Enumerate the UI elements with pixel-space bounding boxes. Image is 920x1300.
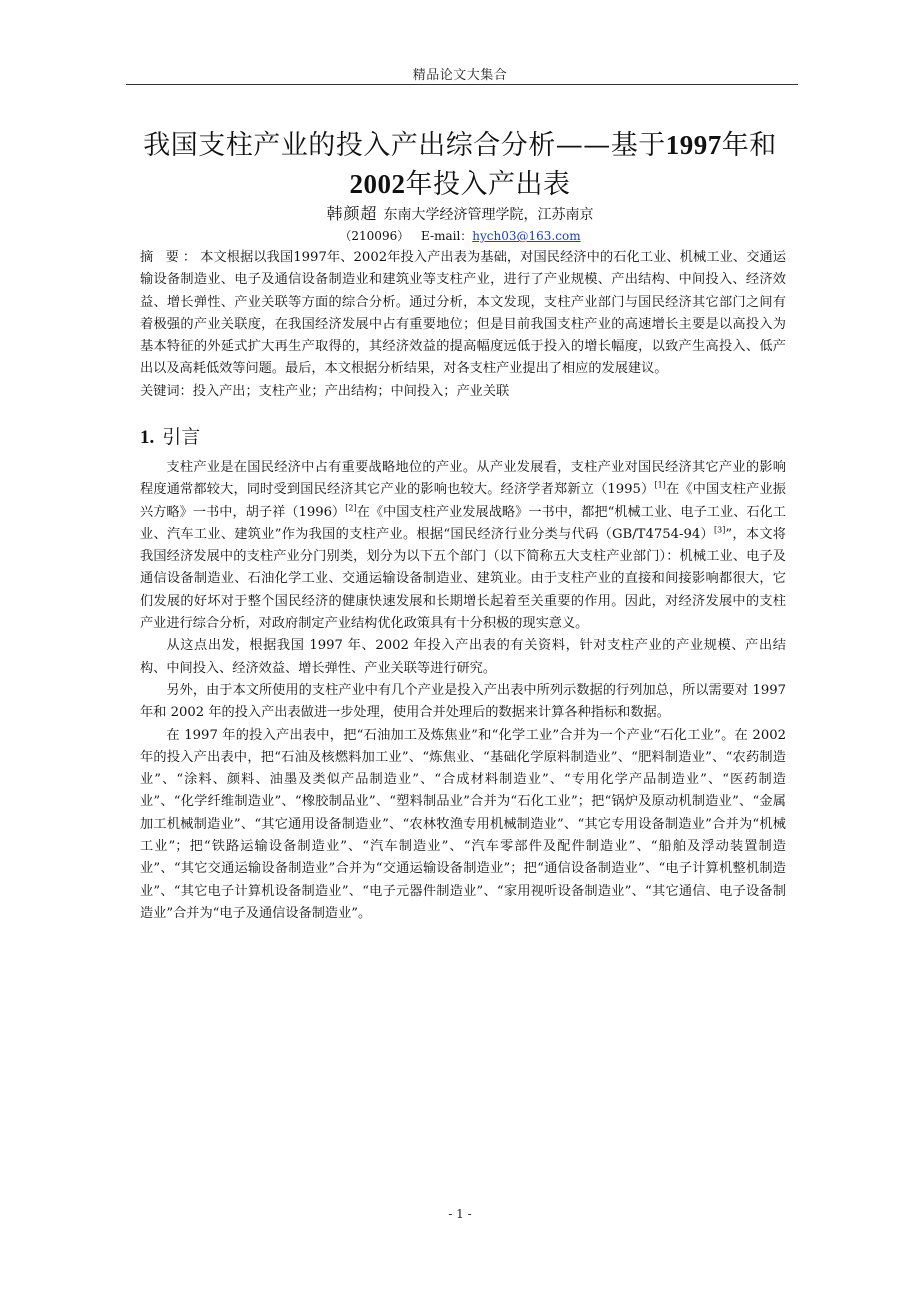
contact-line [0,228,920,244]
body-paragraph-2: 从这点出发，根据我国 1997 年、2002 年投入产出表的有关资料，针对支柱产业的产业规模、产出结构、中间投入、经济效益、增长弹性、产业关联等进行研究。 [140,638,786,676]
body-paragraph-1 [140,457,786,635]
body-paragraph-4: 在 1997 年的投入产出表中，把“石油加工及炼焦业”和“化学工业”合并为一个产业“石化工业”。在 2002 年的投入产出表中，把“石油及核燃料加工业”、“炼焦业、“基础化学原料制造业”、“肥料制造业”、“农药制造业”、“涂料、颜料、油墨及类似产品制造业”、“合成材料制造业”、“专用化学产品制造业”、“医药制造业”、“化学纤维制造业”、“橡胶制品业”、“塑料制品业”合并为“石化工业”；把“锅炉及原动机制造业”、“金属加工机械制造业”、“其它通用设备制造业”、“农林牧渔专用机械制造业”、“其它专用设备制造业”合并为“机械工业”；把“铁路运输设备制造业”、“汽车制造业”、“汽车零部件及配件制造业”、“船舶及浮动装置制造业”、“其它交通运输设备制造业”合并为“交通运输设备制造业”；把“通信设备制造业”、“电子计算机整机制造业”、“其它电子计算机设备制造业”、“电子元器件制造业”、“家用视听设备制造业”、“其它通信、电子设备制造业”合并为“电子及通信设备制造业”。 [140,727,786,921]
section-body [140,457,786,925]
title-line-2-end: 年投入产出表 [405,169,571,200]
email-link[interactable]: hych03@163.com [472,229,581,243]
title-line-1-end: 年和 [721,130,777,161]
abstract-paragraph [140,247,786,381]
paper-title [120,126,800,204]
paragraph-1-part-a: 支柱产业是在国民经济中占有重要战略地位的产业。从产业发展看，支柱产业对国民经济其它产业的影响程度通常都较大，同时受到国民经济其它产业的影响也较大。经济学者郑新立（1995） [140,460,786,498]
paragraph-1-part-c: 在《中国支柱产业发展战略》一书中，都把“机械工业、电子工业、石化工业、汽车工业、建筑业”作为我国的支柱产业。根据“国民经济行业分类与代码（GB/T4754-94） [140,504,787,542]
section-heading-introduction [140,425,200,450]
author-name: 韩颜超 [326,204,378,223]
keywords-text: 投入产出；支柱产业；产出结构；中间投入；产业关联 [192,383,510,399]
paragraph-1-part-d: ”，本文将我国经济发展中的支柱产业分门别类，划分为以下五个部门（以下简称五大支柱产业部门）：机械工业、电子及通信设备制造业、石油化学工业、交通运输设备制造业、建筑业。由于支柱产业的直接和间接影响都很大，它们发展的好坏对于整个国民经济的健康快速发展和长期增长起着至关重要的作用。因此，对经济发展中的支柱产业进行综合分析，对政府制定产业结构优化政策具有十分积极的现实意义。 [140,526,786,632]
section-title: 引言 [162,426,201,448]
title-line-1 [120,126,800,165]
citation-ref-3[interactable]: [3] [714,525,726,535]
section-number: 1. [140,427,155,448]
page-number: - 1 - [448,1207,472,1221]
abstract-block [140,247,786,403]
title-year-1997: 1997 [665,130,722,160]
running-header: 精品论文大集合 [412,68,508,83]
email-label: E-mail： [421,229,473,243]
header-divider [126,84,798,85]
abstract-text: 本文根据以我国1997年、2002年投入产出表为基础，对国民经济中的石化工业、机械工业、交通运输设备制造业、电子及通信设备制造业和建筑业等支柱产业，进行了产业规模、产出结构、中间投入、经济效益、增长弹性、产业关联等方面的综合分析。通过分析，本文发现，支柱产业部门与国民经济其它部门之间有着极强的产业关联度，在我国经济发展中占有重要地位；但是目前我国支柱产业的高速增长主要是以高投入为基本特征的外延式扩大再生产取得的，其经济效益的提高幅度远低于投入的增长幅度，以致产生高投入、低产出以及高耗低效等问题。最后，本文根据分析结果，对各支柱产业提出了相应的发展建议。 [140,250,786,377]
citation-ref-2[interactable]: [2] [345,503,357,513]
author-line [0,205,920,224]
author-affiliation: 东南大学经济管理学院，江苏南京 [383,207,594,223]
citation-ref-1[interactable]: [1] [654,480,666,490]
title-line-2 [120,165,800,204]
title-line-1-text: 我国支柱产业的投入产出综合分析——基于 [143,130,666,161]
paragraph-1-part-b: 在《中国支柱产业振兴方略》一书中，胡子祥（1996） [140,482,786,520]
title-year-2002: 2002 [349,169,406,199]
body-paragraph-3: 另外，由于本文所使用的支柱产业中有几个产业是投入产出表中所列示数据的行列加总，所以需要对 1997 年和 2002 年的投入产出表做进一步处理，使用合并处理后的数据来计算各种指标和数据。 [140,682,786,721]
keywords-label: 关键词： [140,383,193,399]
postcode: （210096） [339,229,410,243]
abstract-label: 摘 要： [140,250,201,265]
keywords-paragraph [140,381,786,403]
